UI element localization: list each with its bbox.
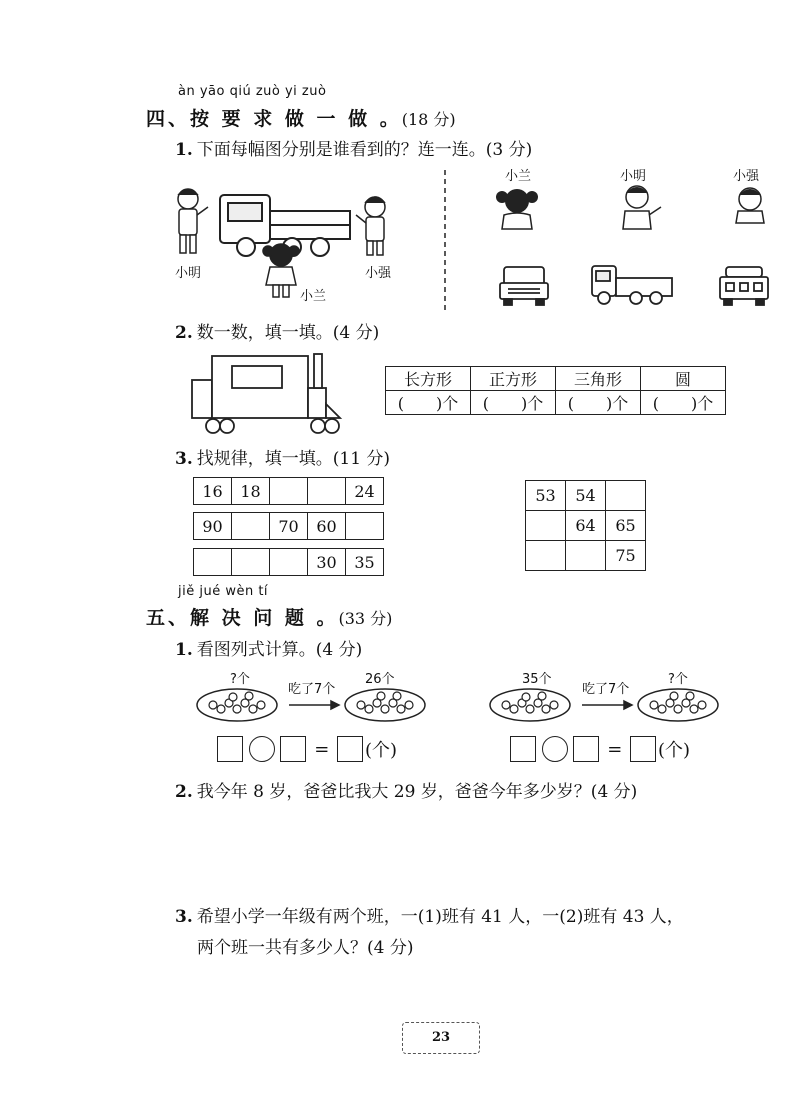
section5-pinyin: jiě jué wèn tí [178,584,269,599]
q1-number: 1. [175,140,193,160]
p3-number: 3. [175,907,193,927]
shape-count-answer-row [386,391,726,415]
p1-right-before-count: 35个 [522,672,552,687]
q1-scene-illustration [170,185,370,305]
grid-blank[interactable] [606,481,646,511]
answer-box[interactable] [217,736,243,762]
grid-blank[interactable] [526,511,566,541]
grid-blank[interactable] [566,541,606,571]
grid-cell: 54 [566,481,606,511]
p3-line1: 希望小学一年级有两个班，一(1)班有 41 人，一(2)班有 43 人， [196,907,684,927]
unit-label: (个) [365,740,398,761]
sequence-row-2 [193,512,384,540]
p1-left-equation [217,736,399,762]
q1-left-label-xiaolan: 小兰 [300,289,327,304]
p1-right-arrow-label: 吃了7个 [582,682,630,697]
equals-sign: = [607,738,623,760]
p3-prompt [175,902,684,927]
q1-left-label-xiaoming: 小明 [175,266,202,281]
seq3-cell: 30 [308,549,346,576]
section5-title-text: 五、解 决 问 题 。 [146,607,339,629]
header-rectangle: 长方形 [386,367,471,391]
seq1-cell: 24 [346,478,384,505]
p1-right-cherries-illustration [488,685,723,725]
equals-sign: = [314,738,330,760]
q3-number: 3. [175,449,193,469]
p1-number: 1. [175,640,193,660]
number-grid [525,480,646,571]
header-square: 正方形 [471,367,556,391]
p1-left-before-count: ?个 [230,672,250,687]
xiaoqiang-figure [356,197,385,255]
truck-front-view[interactable] [498,265,550,307]
q1-right-label-xiaoming: 小明 [620,169,647,184]
seq2-cell: 90 [194,513,232,540]
answer-box[interactable] [573,736,599,762]
answer-circle[interactable]: ( )个 [641,391,726,415]
header-triangle: 三角形 [556,367,641,391]
seq2-blank[interactable] [232,513,270,540]
grid-blank[interactable] [526,541,566,571]
shape-count-header-row [386,367,726,391]
p1-left-after-count: 26个 [365,672,395,687]
section5-points: (33 分) [338,609,393,628]
p1-text: 看图列式计算。(4 分) [196,640,363,660]
q1-right-label-xiaoqiang: 小强 [733,169,760,184]
answer-box[interactable] [280,736,306,762]
p2-number: 2. [175,782,193,802]
answer-box[interactable] [630,736,656,762]
seq2-blank[interactable] [346,513,384,540]
seq2-cell: 60 [308,513,346,540]
answer-triangle[interactable]: ( )个 [556,391,641,415]
q2-number: 2. [175,323,193,343]
section4-title [146,104,456,131]
p1-left-cherries-illustration [195,685,430,725]
xiaolan-back-view[interactable] [492,185,542,235]
truck-rear-view[interactable] [718,265,770,307]
seq2-cell: 70 [270,513,308,540]
sequence-row-1 [193,477,384,505]
section4-title-text: 四、按 要 求 做 一 做 。 [146,108,402,130]
seq3-cell: 35 [346,549,384,576]
seq1-cell: 16 [194,478,232,505]
p1-right-equation [510,736,692,762]
seq1-blank[interactable] [270,478,308,505]
q2-prompt [175,318,379,343]
operator-circle[interactable] [542,736,568,762]
seq1-cell: 18 [232,478,270,505]
seq1-blank[interactable] [308,478,346,505]
xiaoming-figure [178,189,208,253]
xiaoqiang-figure-view[interactable] [730,185,770,225]
header-circle: 圆 [641,367,726,391]
grid-cell: 64 [566,511,606,541]
p2-prompt [175,777,637,802]
xiaolan-figure [263,244,299,297]
answer-square[interactable]: ( )个 [471,391,556,415]
p2-text: 我今年 8 岁，爸爸比我大 29 岁，爸爸今年多少岁？(4 分) [196,782,638,802]
truck-side-view[interactable] [590,262,674,308]
shape-train-figure [190,350,350,435]
page-number: 23 [431,1030,451,1045]
xiaoming-figure-view[interactable] [615,183,665,233]
unit-label: (个) [658,740,691,761]
shape-count-table [385,366,726,415]
grid-cell: 65 [606,511,646,541]
sequence-row-3 [193,548,384,576]
section4-pinyin: àn yāo qiú zuò yi zuò [178,84,327,99]
page-number-badge [402,1022,480,1054]
p1-prompt [175,635,362,660]
q1-prompt [175,135,532,160]
answer-rectangle[interactable]: ( )个 [386,391,471,415]
seq3-blank[interactable] [232,549,270,576]
seq3-blank[interactable] [270,549,308,576]
q1-right-label-xiaolan: 小兰 [505,169,532,184]
grid-cell: 53 [526,481,566,511]
p3-line2: 两个班一共有多少人？(4 分) [197,938,414,958]
answer-box[interactable] [337,736,363,762]
q1-dashed-divider [443,170,447,310]
q3-prompt [175,444,390,469]
q1-left-label-xiaoqiang: 小强 [365,266,392,281]
q2-text: 数一数，填一填。(4 分) [196,323,380,343]
p1-right-after-count: ?个 [668,672,688,687]
answer-box[interactable] [510,736,536,762]
section4-points: (18 分) [401,110,456,129]
operator-circle[interactable] [249,736,275,762]
p1-left-arrow-label: 吃了7个 [288,682,336,697]
q3-text: 找规律，填一填。(11 分) [196,449,391,469]
seq3-blank[interactable] [194,549,232,576]
q1-text: 下面每幅图分别是谁看到的？连一连。(3 分) [196,140,533,160]
section5-title [146,603,392,630]
grid-cell: 75 [606,541,646,571]
